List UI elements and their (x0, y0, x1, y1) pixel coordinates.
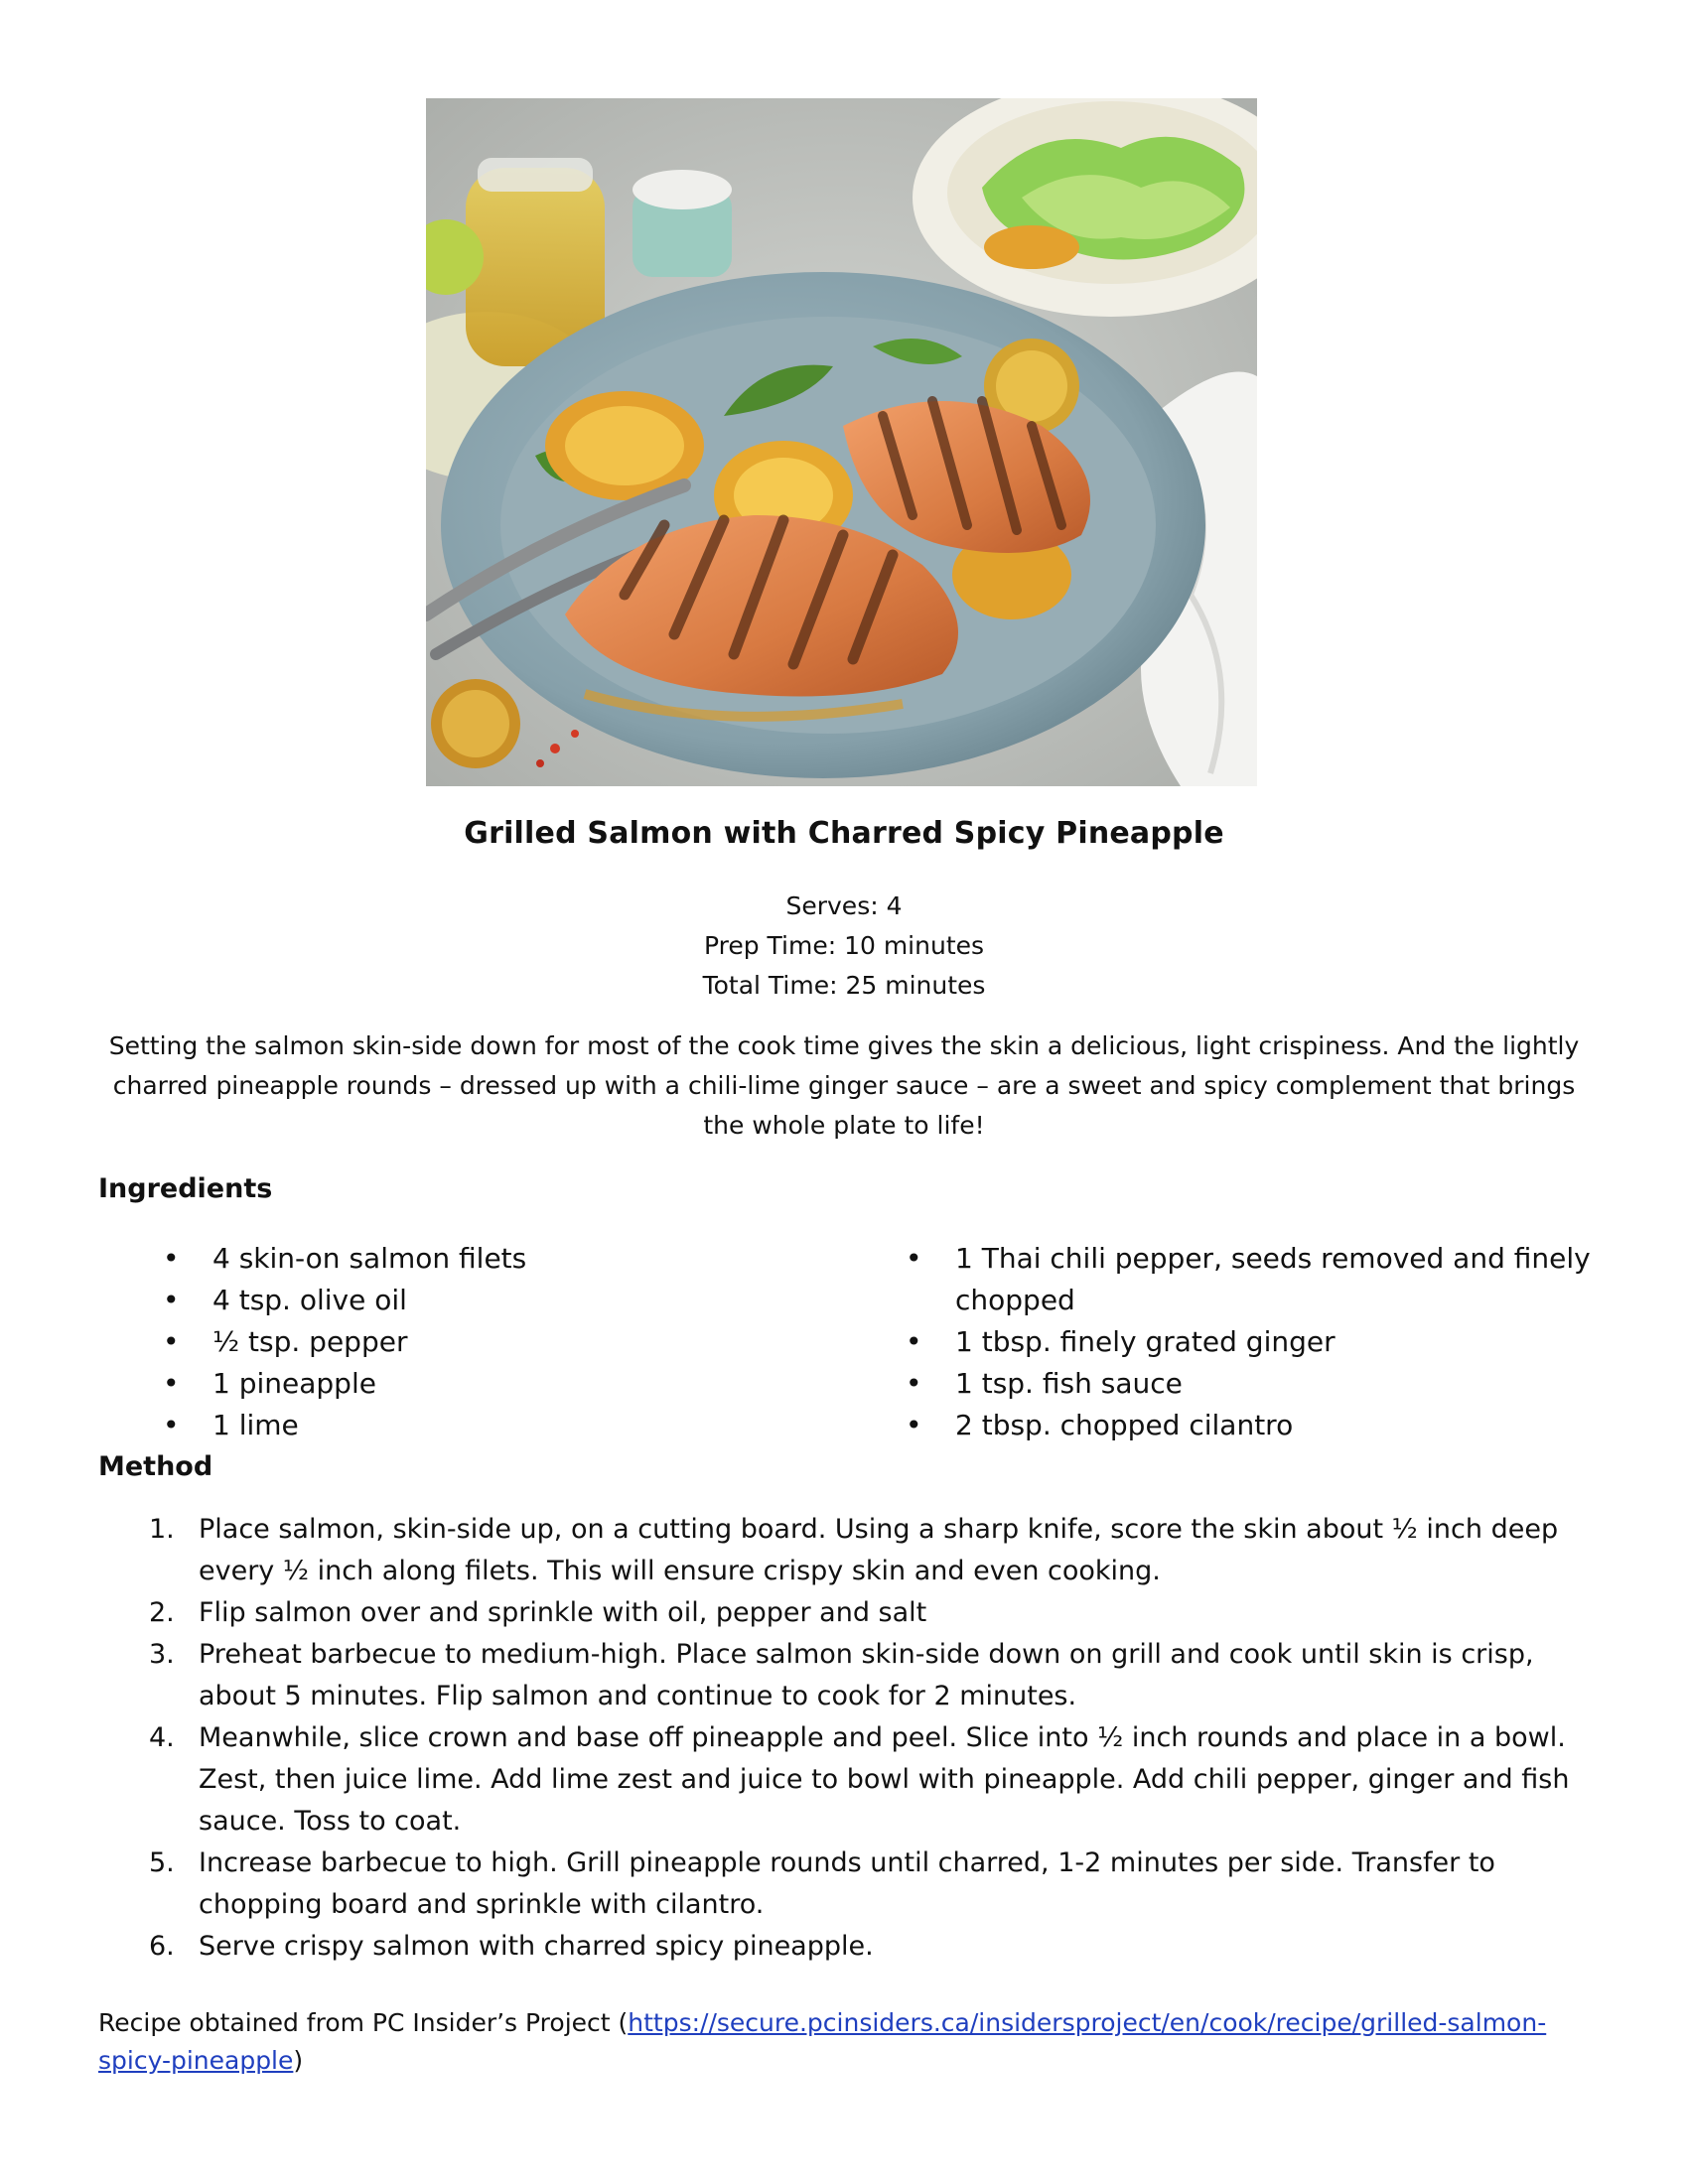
method-step (141, 1926, 1593, 1968)
recipe-title: Grilled Salmon with Charred Spicy Pineapple (464, 816, 1224, 851)
bullet-icon: • (906, 1409, 922, 1441)
step-number: 2. (149, 1597, 175, 1628)
method-step (141, 1634, 1593, 1717)
ingredient-item: • 1 pineapple (163, 1363, 858, 1405)
ingredient-item: • 4 skin-on salmon filets (163, 1238, 858, 1280)
source-suffix: ) (293, 2046, 304, 2075)
method-step (141, 1509, 1593, 1592)
ingredient-item: • 2 tbsp. chopped cilantro (906, 1405, 1601, 1446)
recipe-intro: Setting the salmon skin-side down for most of the cook time gives the skin a delicious, light crispiness. And the lightly charred pineapple rounds – dressed up with a chili-lime ginger sauce – are a sweet and spicy complement that brings the whole plate to life! (108, 1031, 1580, 1140)
bullet-icon: • (163, 1284, 180, 1316)
step-text: Flip salmon over and sprinkle with oil, pepper and salt (199, 1597, 927, 1628)
ingredient-item: • 4 tsp. olive oil (163, 1280, 858, 1321)
ingredient-item: • 1 tbsp. finely grated ginger (906, 1321, 1601, 1363)
bullet-icon: • (163, 1367, 180, 1400)
method-steps-list (141, 1509, 1593, 1968)
step-text: Serve crispy salmon with charred spicy pineapple. (199, 1931, 874, 1962)
method-heading: Method (98, 1451, 213, 1482)
bullet-icon: • (163, 1242, 180, 1275)
method-step (141, 1717, 1593, 1843)
salmon-plate-illustration (426, 98, 1257, 786)
bullet-icon: • (906, 1367, 922, 1400)
ingredient-item: • 1 lime (163, 1405, 858, 1446)
bullet-icon: • (163, 1325, 180, 1358)
method-step (141, 1592, 1593, 1634)
step-number: 5. (149, 1847, 175, 1878)
prep-time-text: Prep Time: 10 minutes (703, 931, 985, 960)
method-step (141, 1843, 1593, 1926)
bullet-icon: • (163, 1409, 180, 1441)
step-number: 1. (149, 1514, 175, 1545)
bullet-icon: • (906, 1325, 922, 1358)
recipe-photo (426, 98, 1257, 786)
step-number: 3. (149, 1639, 175, 1670)
step-text: Place salmon, skin-side up, on a cutting board. Using a sharp knife, score the skin about ½ inch deep every ½ inch along filets. This will ensure crispy skin and even cooking. (199, 1514, 1559, 1586)
bullet-icon: • (906, 1242, 922, 1275)
step-number: 6. (149, 1931, 175, 1962)
ingredient-item: • 1 tsp. fish sauce (906, 1363, 1601, 1405)
recipe-source (98, 2004, 1598, 2080)
step-text: Preheat barbecue to medium-high. Place salmon skin-side down on grill and cook until skin is crisp, about 5 minutes. Flip salmon and continue to cook for 2 minutes. (199, 1639, 1534, 1711)
recipe-meta (0, 887, 1688, 1006)
ingredients-heading: Ingredients (98, 1173, 273, 1204)
ingredients-list-right (906, 1238, 1601, 1446)
serves-text: Serves: 4 (785, 891, 903, 920)
source-link[interactable]: https://secure.pcinsiders.ca/insidersproject/en/cook/recipe/grilled-salmon-spicy-pineapple (98, 2008, 1547, 2075)
ingredient-item: • ½ tsp. pepper (163, 1321, 858, 1363)
step-text: Increase barbecue to high. Grill pineapple rounds until charred, 1-2 minutes per side. Transfer to chopping board and sprinkle with cilantro. (199, 1847, 1495, 1920)
total-time-text: Total Time: 25 minutes (702, 971, 986, 1000)
step-text: Meanwhile, slice crown and base off pineapple and peel. Slice into ½ inch rounds and place in a bowl. Zest, then juice lime. Add lime zest and juice to bowl with pineapple. Add chili pepper, ginger and fish sauce. Toss to coat. (199, 1722, 1570, 1837)
ingredients-list-left (163, 1238, 858, 1446)
step-number: 4. (149, 1722, 175, 1753)
source-prefix: Recipe obtained from PC Insider’s Project ( (98, 2008, 629, 2037)
ingredient-item: • 1 Thai chili pepper, seeds removed and finely chopped (906, 1238, 1601, 1321)
